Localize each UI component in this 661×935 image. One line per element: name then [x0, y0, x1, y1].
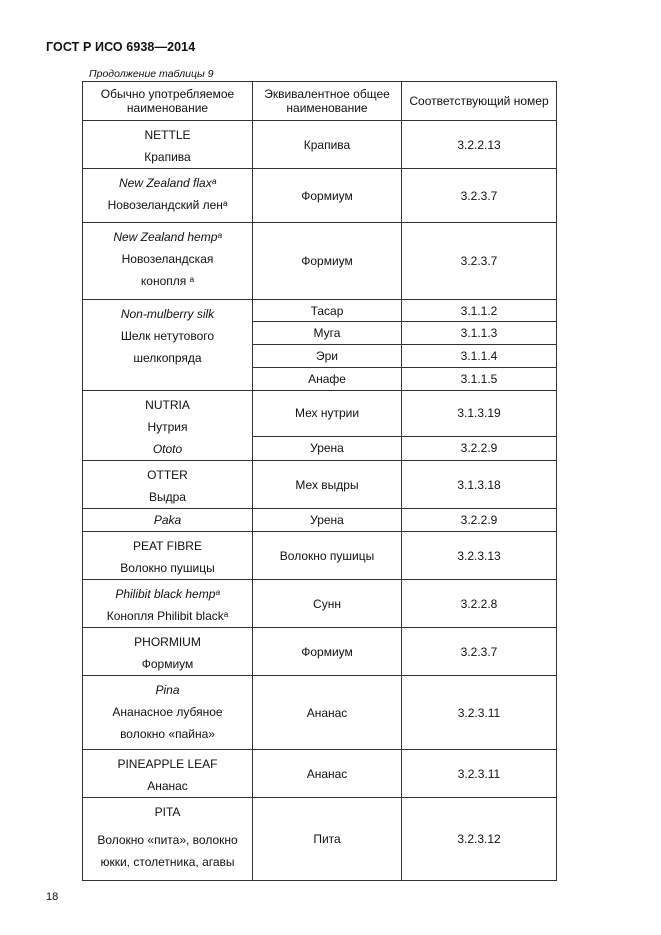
common-name-cell: Paka	[83, 509, 253, 532]
table-row	[83, 509, 557, 532]
number-cell: 3.2.2.9	[402, 436, 557, 460]
equivalent-name-cell: Волокно пушицы	[253, 532, 402, 580]
common-name-cell: New Zealand flaxᵃ Новозеландский ленᵃ	[83, 169, 253, 223]
table-row	[83, 628, 557, 676]
common-name-cell: Philibit black hempᵃ Конопля Philibit blackᵃ	[83, 580, 253, 628]
number-cell: 3.1.1.5	[402, 368, 557, 391]
common-name-cell: PITA Волокно «пита», волокно юкки, столетника, агавы	[83, 798, 253, 881]
number-cell: 3.2.3.7	[402, 169, 557, 223]
table-row	[83, 391, 557, 437]
equivalent-name-cell: Тасар	[253, 300, 402, 322]
common-name-cell: PHORMIUM Формиум	[83, 628, 253, 676]
equivalent-name-cell: Формиум	[253, 628, 402, 676]
column-header-number: Соответствующий номер	[402, 82, 557, 121]
common-name-cell: NETTLE Крапива	[83, 121, 253, 169]
common-name-cell: Pina Ананасное лубяное волокно «пайна»	[83, 676, 253, 750]
number-cell: 3.1.1.3	[402, 322, 557, 345]
equivalent-name-cell: Муга	[253, 322, 402, 345]
table-row	[83, 798, 557, 881]
number-cell: 3.2.3.7	[402, 628, 557, 676]
fiber-names-table	[82, 81, 557, 881]
equivalent-name-cell: Ананас	[253, 750, 402, 798]
table-row	[83, 580, 557, 628]
common-name-cell: PINEAPPLE LEAF Ананас	[83, 750, 253, 798]
document-header: ГОСТ Р ИСО 6938—2014	[46, 40, 196, 54]
equivalent-name-cell: Сунн	[253, 580, 402, 628]
equivalent-name-cell: Пита	[253, 798, 402, 881]
equivalent-name-cell: Крапива	[253, 121, 402, 169]
column-header-common-name: Обычно употребляемое наименование	[83, 82, 253, 121]
equivalent-name-cell: Формиум	[253, 169, 402, 223]
common-name-cell: New Zealand hempᵃ Новозеландская конопля ᵃ	[83, 223, 253, 300]
number-cell: 3.2.2.9	[402, 509, 557, 532]
common-name-cell: OTTER Выдра	[83, 461, 253, 509]
table-row	[83, 300, 557, 322]
column-header-equivalent-name: Эквивалентное общее наименование	[253, 82, 402, 121]
number-cell: 3.1.3.18	[402, 461, 557, 509]
table-row	[83, 461, 557, 509]
equivalent-name-cell: Эри	[253, 345, 402, 368]
table-row	[83, 223, 557, 300]
number-cell: 3.2.2.13	[402, 121, 557, 169]
number-cell: 3.2.3.12	[402, 798, 557, 881]
table-row	[83, 750, 557, 798]
table-row	[83, 121, 557, 169]
equivalent-name-cell: Формиум	[253, 223, 402, 300]
equivalent-name-cell: Анафе	[253, 368, 402, 391]
table-row	[83, 676, 557, 750]
common-name-cell: Non-mulberry silk Шелк нетутового шелкопряда	[83, 300, 253, 391]
equivalent-name-cell: Урена	[253, 509, 402, 532]
table-continuation-caption: Продолжение таблицы 9	[89, 68, 214, 80]
number-cell: 3.2.3.11	[402, 676, 557, 750]
table-row	[83, 532, 557, 580]
number-cell: 3.2.3.13	[402, 532, 557, 580]
equivalent-name-cell: Мех нутрии	[253, 391, 402, 437]
equivalent-name-cell: Ананас	[253, 676, 402, 750]
table-row	[83, 169, 557, 223]
table-header-row	[83, 82, 557, 121]
page-number: 18	[46, 891, 59, 903]
number-cell: 3.2.2.8	[402, 580, 557, 628]
equivalent-name-cell: Урена	[253, 436, 402, 460]
number-cell: 3.1.3.19	[402, 391, 557, 437]
common-name-cell: NUTRIA Нутрия Ototo	[83, 391, 253, 461]
number-cell: 3.2.3.7	[402, 223, 557, 300]
number-cell: 3.2.3.11	[402, 750, 557, 798]
number-cell: 3.1.1.2	[402, 300, 557, 322]
number-cell: 3.1.1.4	[402, 345, 557, 368]
common-name-cell: PEAT FIBRE Волокно пушицы	[83, 532, 253, 580]
equivalent-name-cell: Мех выдры	[253, 461, 402, 509]
